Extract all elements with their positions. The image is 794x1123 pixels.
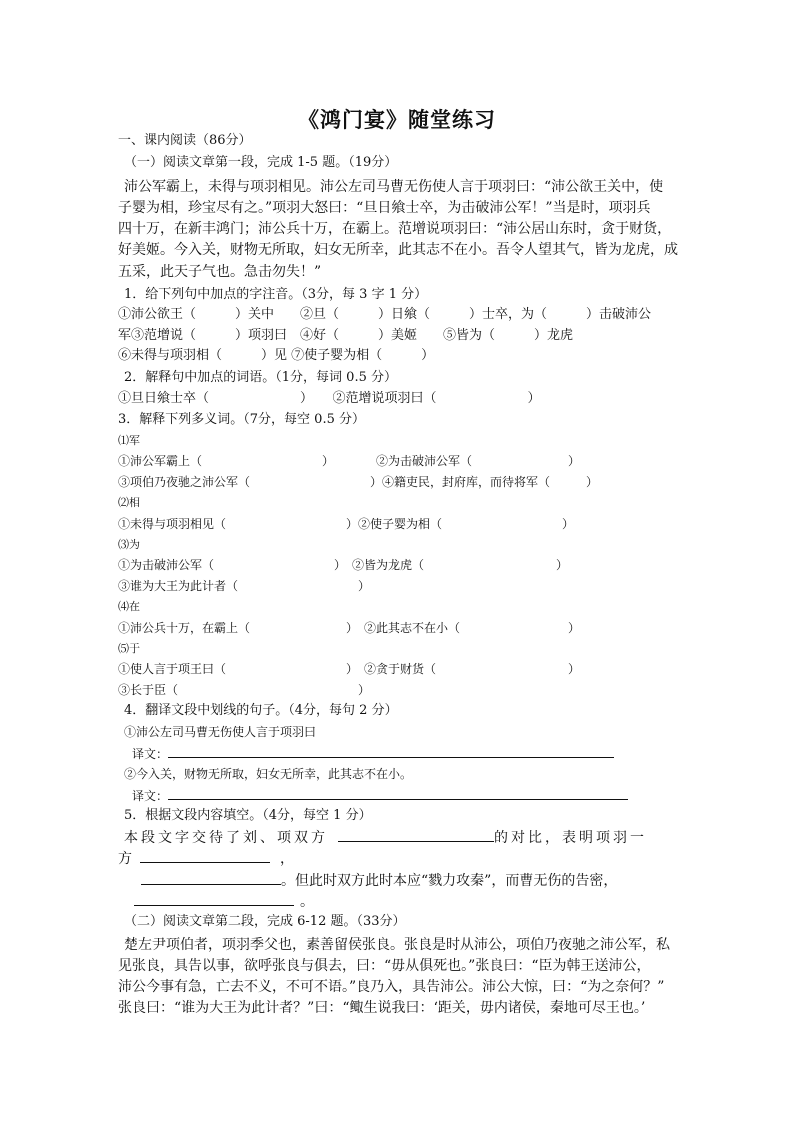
question-line: ③谁为大王为此计者（ ） xyxy=(118,579,371,593)
question-line: ⑥未得与项羽相（ ）见 ⑦使子婴为相（ ） xyxy=(118,348,435,363)
question-heading: 5．根据文段内容填空。（4分，每空 1 分） xyxy=(124,808,372,823)
fill-blank-line[interactable] xyxy=(338,827,494,842)
fill-blank-line[interactable] xyxy=(141,870,281,885)
sentence-to-translate: ②今入关，财物无所取，妇女无所幸，此其志不在小。 xyxy=(124,767,413,781)
translation-answer-line[interactable] xyxy=(168,785,628,800)
fill-blank-text: 方 xyxy=(118,851,132,867)
question-line: ③长于臣（ ） xyxy=(118,683,371,697)
term-label: ⑵相 xyxy=(118,496,140,509)
translation-row xyxy=(132,785,628,806)
fill-blank-text: ， xyxy=(280,851,294,867)
question-line: 军③范增说（ ）项羽曰 ④好（ ）美姬 ⑤皆为（ ）龙虎 xyxy=(118,328,574,343)
term-label: ⑸于 xyxy=(118,642,140,655)
passage-line: 沛公军霸上，未得与项羽相见。沛公左司马曹无伤使人言于项羽曰：“沛公欲王关中，使 xyxy=(124,179,664,195)
question-heading: 1．给下列句中加点的字注音。（3分，每 3 字 1 分） xyxy=(124,287,428,302)
question-heading: 4．翻译文段中划线的句子。（4分，每句 2 分） xyxy=(124,703,398,718)
translation-label: 译文： xyxy=(132,747,169,761)
subsection-heading: （一）阅读文章第一段，完成 1-5 题。（19分） xyxy=(124,155,398,170)
passage-line: 五采，此天子气也。急击勿失！” xyxy=(118,264,322,280)
fill-blank-row xyxy=(124,827,647,848)
fill-blank-line[interactable] xyxy=(134,891,294,906)
translation-answer-line[interactable] xyxy=(168,743,614,758)
fill-blank-text: 。 xyxy=(300,894,314,910)
translation-row xyxy=(132,743,614,764)
term-label: ⑶为 xyxy=(118,538,140,551)
question-line: ①沛公兵十万，在霸上（ ） ②此其志不在小（ ） xyxy=(118,621,581,635)
fill-blank-text: 。但此时双方此时本应“戮力攻秦”，而曹无伤的告密， xyxy=(281,873,618,889)
question-heading: 3．解释下列多义词。（7分，每空 0.5 分） xyxy=(118,412,365,427)
page-title: 《鸿门宴》随堂练习 xyxy=(298,107,496,132)
question-line: ①沛公欲王（ ）关中 ②旦（ ）日飨（ ）士卒，为（ ）击破沛公 xyxy=(118,307,652,322)
question-line: ①使人言于项王曰（ ） ②贪于财货（ ） xyxy=(118,662,581,676)
fill-blank-row xyxy=(141,870,617,891)
section-heading: 一、课内阅读（86分） xyxy=(118,133,252,148)
fill-blank-line[interactable] xyxy=(140,848,270,863)
fill-blank-row xyxy=(118,848,294,869)
question-line: ③项伯乃夜驰之沛公军（ ）④籍吏民，封府库，而待将军（ ） xyxy=(118,475,599,489)
fill-blank-text: 的对比，表明项羽一 xyxy=(494,830,647,846)
term-label: ⑴军 xyxy=(118,434,140,447)
question-heading: 2．解释句中加点的词语。（1分，每词 0.5 分） xyxy=(124,370,397,385)
passage-line: 四十万，在新丰鸿门；沛公兵十万，在霸上。范增说项羽曰：“沛公居山东时，贪于财货， xyxy=(118,221,672,237)
subsection-heading: （二）阅读文章第二段，完成 6-12 题。（33分） xyxy=(124,914,406,929)
question-line: ①为击破沛公军（ ） ②皆为龙虎（ ） xyxy=(118,558,569,572)
passage-line: 沛公今事有急，亡去不义，不可不语。”良乃入，具告沛公。沛公大惊，曰：“为之奈何？” xyxy=(118,979,665,995)
question-line: ①沛公军霸上（ ） ②为击破沛公军（ ） xyxy=(118,454,581,468)
passage-line: 好美姬。今入关，财物无所取，妇女无所幸，此其志不在小。吾令人望其气，皆为龙虎，成 xyxy=(118,242,678,258)
passage-line: 子婴为相，珍宝尽有之。”项羽大怒曰：“旦日飨士卒，为击破沛公军！”当是时，项羽兵 xyxy=(118,200,651,216)
question-line: ①未得与项羽相见（ ）②使子婴为相（ ） xyxy=(118,517,575,531)
sentence-to-translate: ①沛公左司马曹无伤使人言于项羽曰 xyxy=(124,725,317,739)
term-label: ⑷在 xyxy=(118,600,140,613)
fill-blank-row xyxy=(134,891,314,912)
passage-line: 楚左尹项伯者，项羽季父也，素善留侯张良。张良是时从沛公，项伯乃夜驰之沛公军，私 xyxy=(124,937,670,953)
passage-line: 见张良，具告以事，欲呼张良与俱去，曰：“毋从俱死也。”张良曰：“臣为韩王送沛公， xyxy=(118,958,651,974)
passage-line: 张良曰：“谁为大王为此计者？”曰：“鲰生说我曰：‘距关，毋内诸侯，秦地可尽王也。’ xyxy=(118,1000,646,1016)
question-line: ①旦日飨士卒（ ） ②范增说项羽曰（ ） xyxy=(118,391,541,406)
fill-blank-text: 本段文字交待了刘、项双方 xyxy=(124,830,328,846)
translation-label: 译文： xyxy=(132,789,169,803)
